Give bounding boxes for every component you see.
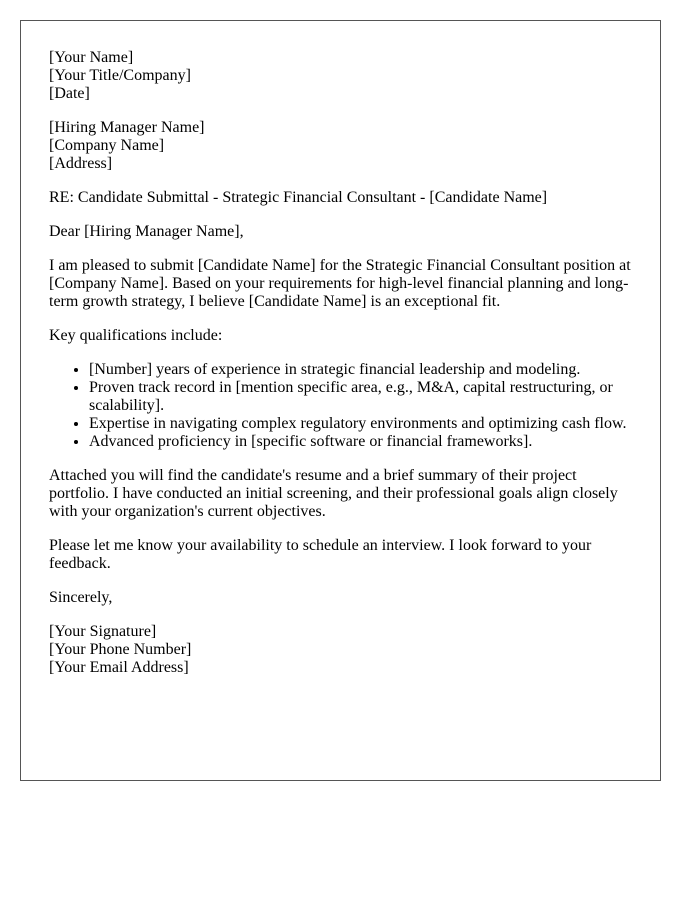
recipient-block — [49, 119, 632, 173]
qualification-item: • [Number] years of experience in strategic financial leadership and modeling. — [89, 361, 632, 379]
signature-email: [Your Email Address] — [49, 659, 189, 676]
signature: [Your Signature] — [49, 623, 157, 640]
signature-block — [49, 623, 632, 677]
qualification-item: • Proven track record in [mention specific area, e.g., M&A, capital restructuring, or scalability]. — [89, 379, 632, 415]
attachment-paragraph: Attached you will find the candidate's resume and a brief summary of their project portfolio. I have conducted an initial screening, and their professional goals align closely with your organization's current objectives. — [49, 467, 618, 520]
recipient-manager: [Hiring Manager Name] — [49, 119, 205, 136]
qualification-item: • Expertise in navigating complex regulatory environments and optimizing cash flow. — [89, 415, 632, 433]
signature-phone: [Your Phone Number] — [49, 641, 192, 658]
qualifications-list — [49, 361, 632, 451]
qualifications-heading: Key qualifications include: — [49, 327, 223, 344]
sender-name: [Your Name] — [49, 49, 134, 66]
signoff: Sincerely, — [49, 589, 113, 606]
letter-date: [Date] — [49, 85, 90, 102]
sender-block — [49, 49, 632, 103]
subject-line: RE: Candidate Submittal - Strategic Financial Consultant - [Candidate Name] — [49, 189, 548, 206]
recipient-company: [Company Name] — [49, 137, 165, 154]
qualification-item: • Advanced proficiency in [specific software or financial frameworks]. — [89, 433, 632, 451]
intro-paragraph: I am pleased to submit [Candidate Name] for the Strategic Financial Consultant position at [Company Name]. Based on your requirements for high-level financial planning and long-term growth strategy, I believe [Candidate Name] is an exceptional fit. — [49, 257, 631, 310]
sender-title-company: [Your Title/Company] — [49, 67, 191, 84]
letter-page — [20, 20, 661, 781]
salutation: Dear [Hiring Manager Name], — [49, 223, 244, 240]
recipient-address: [Address] — [49, 155, 113, 172]
closing-paragraph: Please let me know your availability to schedule an interview. I look forward to your feedback. — [49, 537, 592, 572]
